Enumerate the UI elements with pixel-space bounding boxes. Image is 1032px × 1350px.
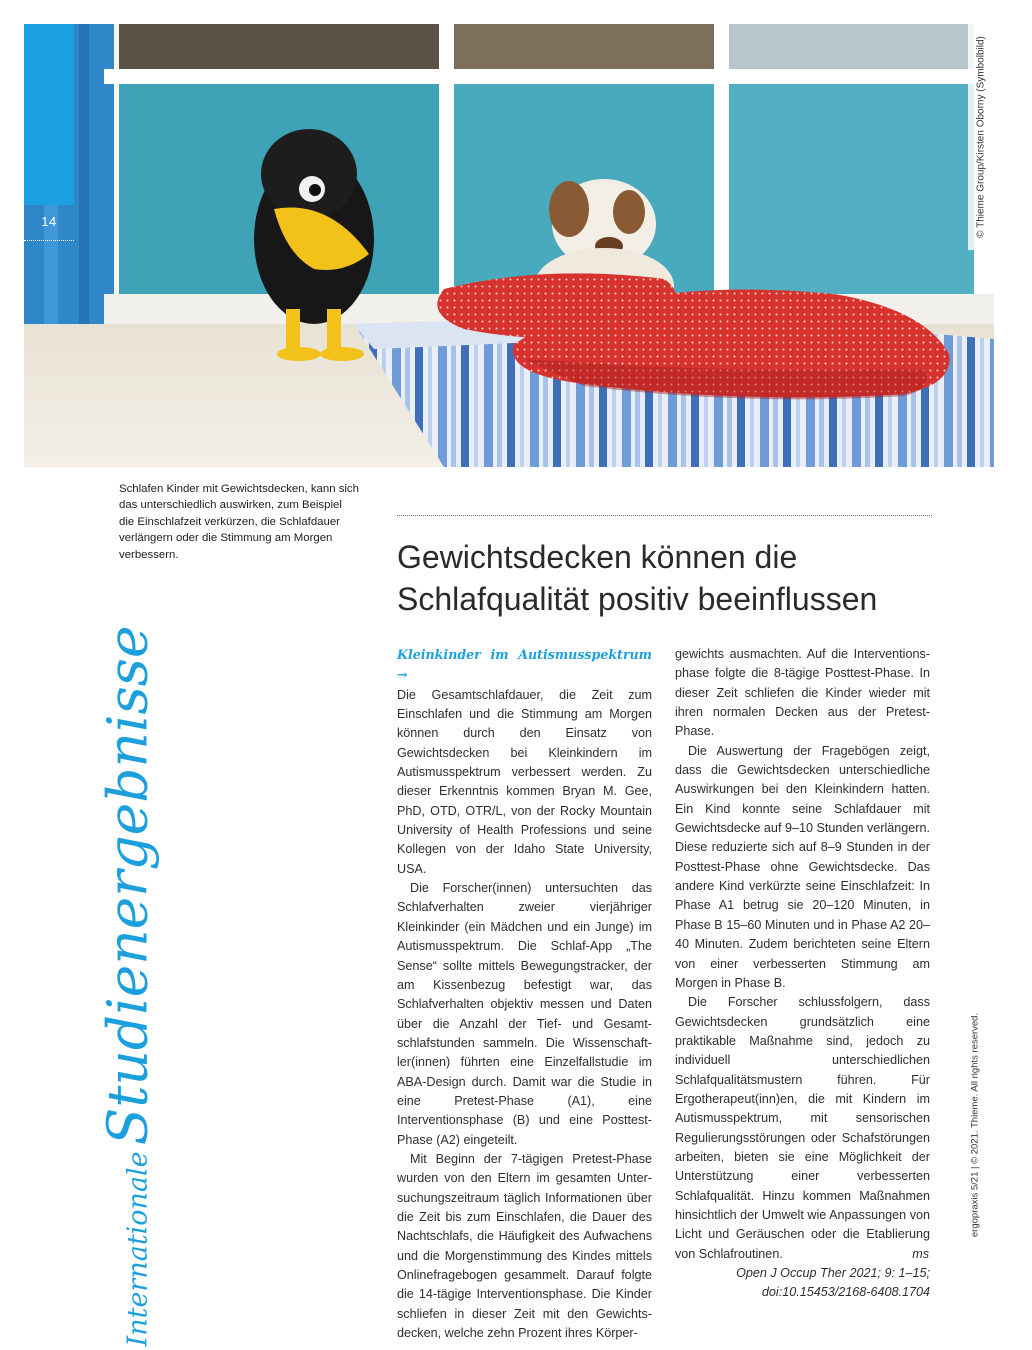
photo-caption: Schlafen Kinder mit Gewichtsdecken, kann sich das unterschiedlich auswirken, zum Beispiel die Einschlafzeit verkürzen, die Schlafdauer verlängern oder die Stimmung am Morgen verbessern. — [119, 483, 359, 561]
hero-photo — [24, 24, 994, 467]
section-title — [95, 625, 160, 1347]
page-number: 14 — [41, 214, 57, 229]
section-title-big: Studienergebnisse — [95, 625, 160, 1146]
page-number-rule — [24, 240, 74, 241]
photo-illustration — [24, 24, 994, 467]
article-column-left — [397, 645, 652, 1343]
section-title-small: Internationale — [122, 1151, 154, 1347]
article-headline: Gewichtsdecken können die Schlafqualität positiv beeinflussen — [397, 539, 878, 617]
article-paragraph-3-continued: gewichts ausmachten. Auf die Interventionsphase folgte die 8-tägige Posttest-Phase. In dieser Zeit schliefen die Kinder wieder mit ihren normalen Decken aus der Pretest-Phase. — [675, 647, 930, 739]
source-line-1: Open J Occup Ther 2021; 9: 1–15; — [736, 1266, 930, 1280]
page-accent-tab — [24, 24, 74, 205]
article-paragraph-1-text: Die Gesamtschlafdauer, die Zeit zum Einschlafen und die Stimmung am Morgen können durch den Einsatz von Gewichtsdecken bei Kleinkindern im Autismusspektrum verbessert werden. Zu dieser Erkenntnis kommen Bryan M. Gee, PhD, OTD, OTR/L, von der Rocky Mountain University of Health Professions und seine Kollegen von der Idaho State University, USA. — [397, 687, 652, 876]
article-paragraph-4: Die Auswertung der Fragebögen zeigt, dass die Gewichtsdecken unterschiedliche Auswirkungen bei den Kleinkindern hatten. Ein Kind konnte seine Schlafdauer mit Gewichtsdecke auf 9–10 Stunden verlängern. Diese reduzierte sich auf 8–9 Stunden in der Posttest-Phase ohne Gewichtsdecke. Das andere Kind verkürzte seine Einschlafzeit: In Phase A1 betrug sie 20–120 Minuten, in Phase B 15–60 Minuten und in Phase A2 20–40 Minuten. Zudem berichteten seine Eltern von einer verbesserten Stimmung am Morgen in Phase B. — [675, 743, 930, 990]
article-lead-in: Kleinkinder im Autismusspektrum → — [397, 647, 652, 683]
article-source — [675, 1264, 930, 1303]
author-initials: ms — [912, 1246, 929, 1261]
article-paragraph-3: Mit Beginn der 7-tägigen Pretest-Phase wurden von den Eltern im gesamten Untersuchungszeitraum täglich Informationen über die Zeit bis zum Einschlafen, die Dauer des Nachtschlafs, die Häufigkeit des Aufwachens und die Morgenstimmung des Kindes mittels Onlinefragebogen gesammelt. Darauf folgte die 14-tägige Interventionsphase. Die Kinder schliefen in dieser Zeit mit den Gewichtsdecken, welche zehn Prozent ihres Körper- — [397, 1151, 652, 1341]
article-paragraph-5 — [675, 993, 930, 1264]
source-line-2: doi:10.15453/2168-6408.1704 — [761, 1285, 930, 1300]
article-paragraph-5-text: Die Forscher schlussfolgern, dass Gewichtsdecken grundsätzlich eine praktikable Maßnahme sind, jedoch zu individuell unterschiedlichen Schlafqualitätsmustern führen. Für Ergotherapeut(inn)en, die mit Kindern im Autismusspektrum, mit sensorischen Regulierungsstörungen oder Schafstörungen arbeiten, bieten sie eine Möglichkeit der Unterstützung einer verbesserten Schlafqualität. Hinzu kommen Maßnahmen hinsichtlich der Umwelt wie Anpassungen von Licht und Geräuschen oder die Etablierung von Schlafroutinen. — [675, 995, 930, 1261]
photo-credit: © Thieme Group/Kirsten Oborny (Symbolbild) — [975, 36, 987, 238]
headline-divider — [397, 515, 932, 516]
article-paragraph-1 — [397, 645, 652, 879]
article-paragraph-2: Die Forscher(innen) untersuchten das Schlafverhalten zweier vierjähriger Kleinkinder (ein Mädchen und ein Junge) im Autismusspektrum. Die Schlaf-App „The Sense“ sollte mittels Bewegungstracker, der am Kissenbezug befestigt war, das Schlafverhalten objektiv messen und Daten über die Anzahl der Tief- und Gesamtschlafstunden sammeln. Die Wissenschaftler(innen) führten eine Einzelfallstudie im ABA-Design durch. Damit war die Studie in eine Pretest-Phase (A1), eine Interventionsphase (B) und eine Posttest-Phase (A2) eingeteilt. — [397, 881, 652, 1147]
article-column-right — [675, 645, 930, 1303]
journal-info: ergopraxis 5/21 | © 2021. Thieme. All rights reserved. — [969, 1012, 981, 1238]
